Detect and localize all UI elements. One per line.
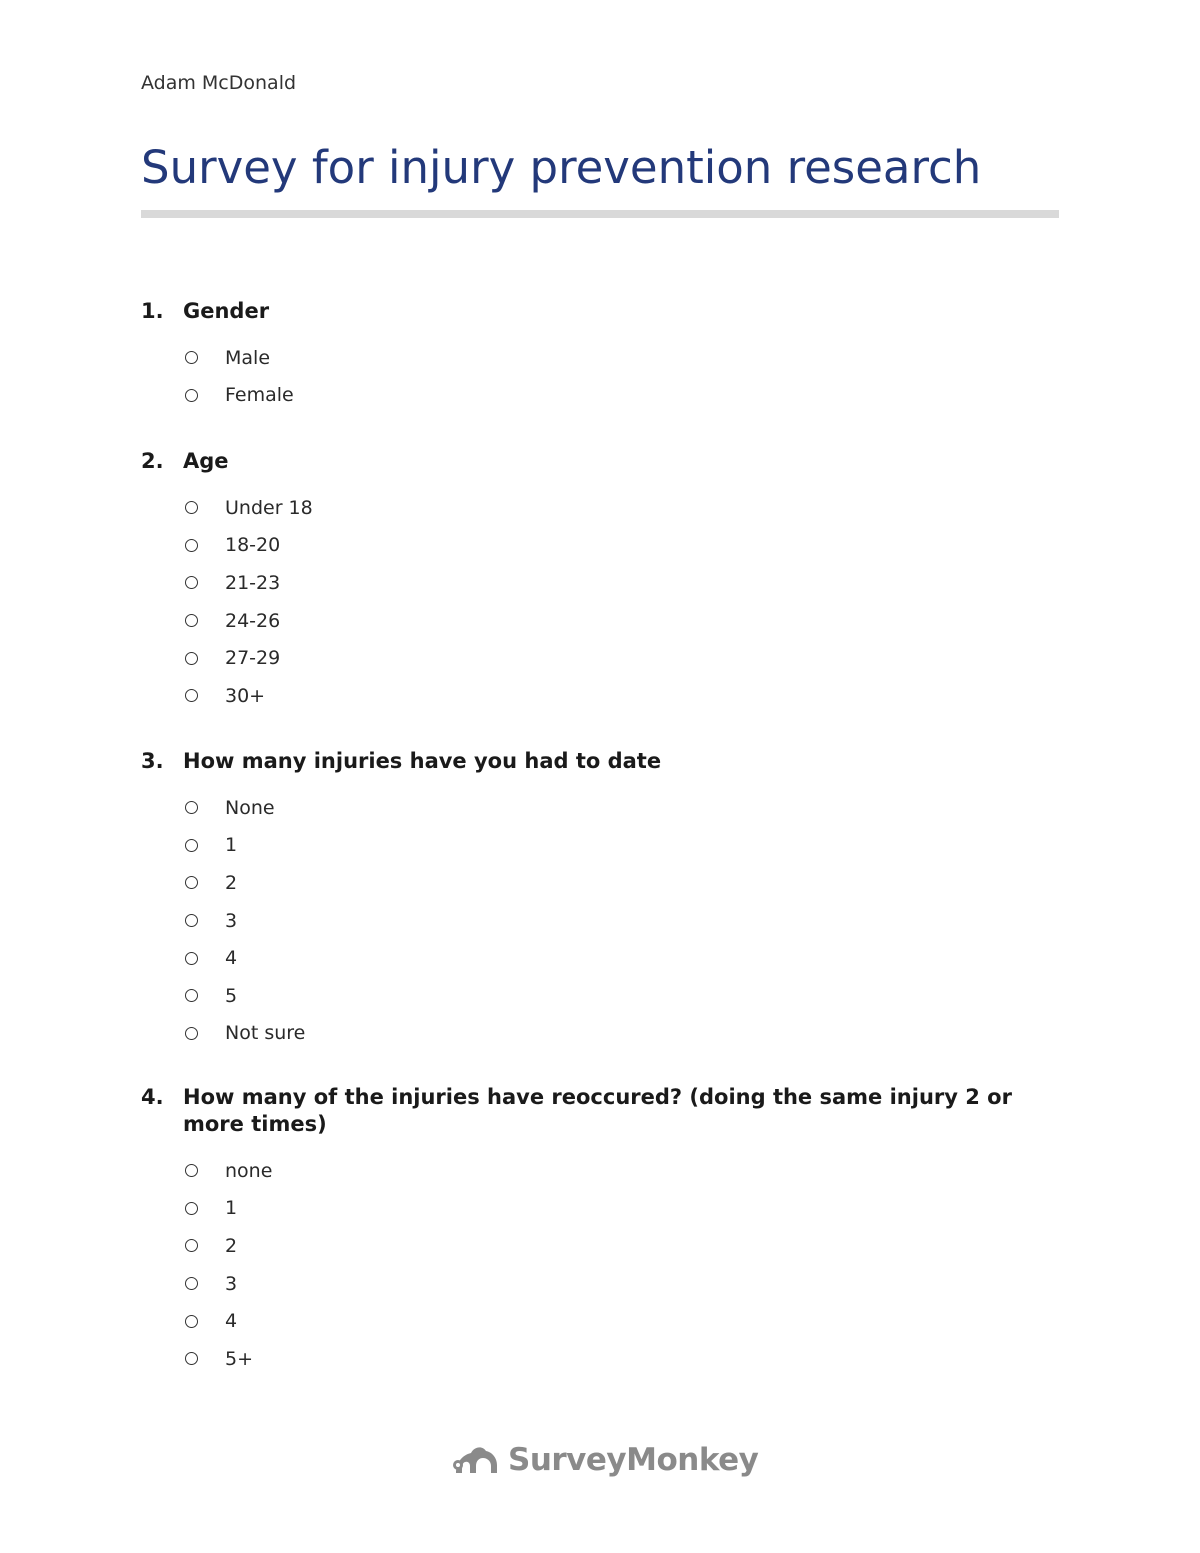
radio-button-icon[interactable]	[185, 576, 198, 589]
option-none[interactable]	[183, 789, 1059, 827]
radio-button-icon[interactable]	[185, 1027, 198, 1040]
radio-button-icon[interactable]	[185, 1202, 198, 1215]
page-title: Survey for injury prevention research	[141, 141, 982, 194]
option-5[interactable]	[183, 977, 1059, 1015]
radio-button-icon[interactable]	[185, 689, 198, 702]
options-list	[183, 339, 1059, 414]
options-list	[183, 789, 1059, 1052]
options-list	[183, 489, 1059, 715]
option-3[interactable]	[183, 1265, 1059, 1303]
radio-button-icon[interactable]	[185, 652, 198, 665]
radio-button-icon[interactable]	[185, 614, 198, 627]
radio-button-icon[interactable]	[185, 839, 198, 852]
option-label: 4	[225, 1310, 238, 1333]
question-3	[141, 748, 1059, 1052]
radio-button-icon[interactable]	[185, 389, 198, 402]
option-label: 1	[225, 1197, 238, 1220]
radio-button-icon[interactable]	[185, 1277, 198, 1290]
question-number: 4.	[141, 1085, 164, 1109]
footer-logo	[452, 1442, 758, 1478]
question-text: How many of the injuries have reoccured? (doing the same injury 2 or more times)	[183, 1085, 1012, 1136]
options-list	[183, 1152, 1059, 1378]
question-number: 3.	[141, 749, 164, 773]
question-text: Age	[183, 449, 229, 473]
brand-name: SurveyMonkey	[508, 1442, 759, 1478]
option-2[interactable]	[183, 864, 1059, 902]
option-label: none	[225, 1159, 273, 1182]
option-label: 18-20	[225, 534, 281, 557]
option-5-plus[interactable]	[183, 1340, 1059, 1378]
option-4[interactable]	[183, 1302, 1059, 1340]
option-none[interactable]	[183, 1152, 1059, 1190]
option-1[interactable]	[183, 827, 1059, 865]
option-21-23[interactable]	[183, 564, 1059, 602]
option-18-20[interactable]	[183, 527, 1059, 565]
radio-button-icon[interactable]	[185, 914, 198, 927]
radio-button-icon[interactable]	[185, 1164, 198, 1177]
option-1[interactable]	[183, 1190, 1059, 1228]
option-label: 4	[225, 947, 238, 970]
option-label: None	[225, 796, 275, 819]
option-label: 5	[225, 984, 238, 1007]
option-label: 3	[225, 1272, 238, 1295]
title-divider	[141, 210, 1059, 218]
radio-button-icon[interactable]	[185, 1315, 198, 1328]
option-30-plus[interactable]	[183, 677, 1059, 715]
option-label: 1	[225, 834, 238, 857]
question-1	[141, 298, 1059, 414]
surveymonkey-logo-icon	[452, 1443, 502, 1477]
question-heading	[141, 448, 1059, 475]
radio-button-icon[interactable]	[185, 539, 198, 552]
option-male[interactable]	[183, 339, 1059, 377]
question-number: 2.	[141, 449, 164, 473]
option-4[interactable]	[183, 939, 1059, 977]
option-under-18[interactable]	[183, 489, 1059, 527]
author-name: Adam McDonald	[141, 72, 297, 94]
option-label: Not sure	[225, 1022, 306, 1045]
option-label: 5+	[225, 1347, 254, 1370]
radio-button-icon[interactable]	[185, 989, 198, 1002]
question-text: Gender	[183, 299, 270, 323]
option-label: 2	[225, 1234, 238, 1257]
question-heading	[141, 748, 1059, 775]
question-number: 1.	[141, 299, 164, 323]
option-3[interactable]	[183, 902, 1059, 940]
option-label: 27-29	[225, 647, 281, 670]
option-label: 2	[225, 871, 238, 894]
question-4	[141, 1084, 1059, 1378]
option-label: 30+	[225, 684, 266, 707]
option-label: Male	[225, 346, 271, 369]
option-label: Under 18	[225, 496, 313, 519]
radio-button-icon[interactable]	[185, 351, 198, 364]
option-label: 21-23	[225, 571, 281, 594]
question-text: How many injuries have you had to date	[183, 749, 662, 773]
radio-button-icon[interactable]	[185, 1352, 198, 1365]
question-heading	[141, 1084, 1059, 1138]
option-female[interactable]	[183, 377, 1059, 415]
question-2	[141, 448, 1059, 715]
option-24-26[interactable]	[183, 602, 1059, 640]
radio-button-icon[interactable]	[185, 1239, 198, 1252]
option-label: Female	[225, 384, 294, 407]
option-label: 24-26	[225, 609, 281, 632]
radio-button-icon[interactable]	[185, 501, 198, 514]
option-2[interactable]	[183, 1227, 1059, 1265]
radio-button-icon[interactable]	[185, 952, 198, 965]
option-not-sure[interactable]	[183, 1015, 1059, 1053]
option-27-29[interactable]	[183, 639, 1059, 677]
radio-button-icon[interactable]	[185, 801, 198, 814]
option-label: 3	[225, 909, 238, 932]
question-heading	[141, 298, 1059, 325]
radio-button-icon[interactable]	[185, 876, 198, 889]
